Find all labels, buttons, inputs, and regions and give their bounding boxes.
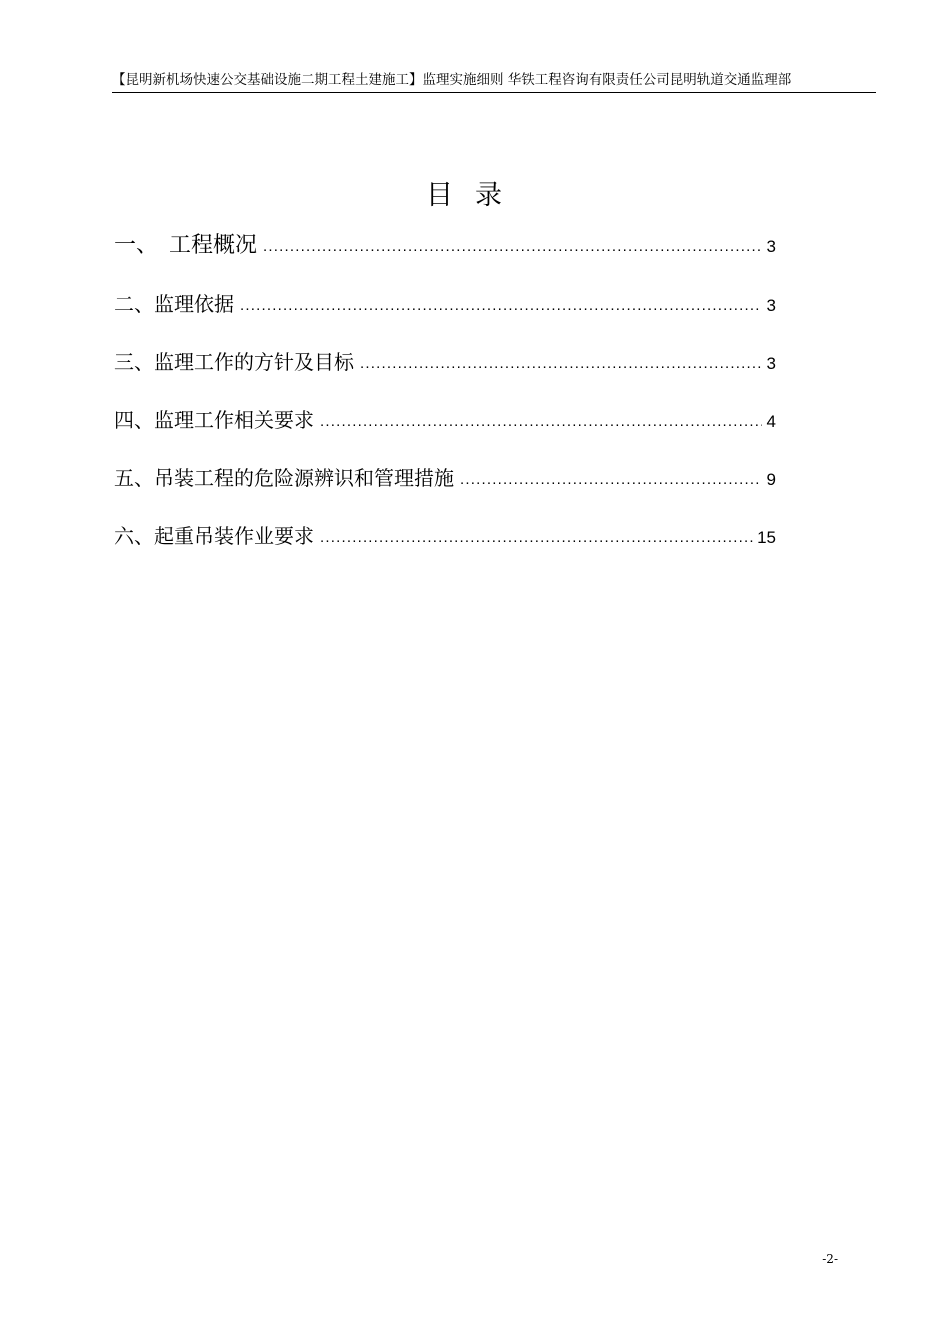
toc-entry-label: 二、监理依据: [114, 292, 234, 316]
dot-leader: [320, 518, 753, 558]
toc-title: 目录: [426, 180, 524, 211]
toc-entry-page: 15: [757, 528, 776, 547]
toc-entry-4[interactable]: [114, 400, 776, 458]
toc-entry-1[interactable]: [114, 226, 776, 284]
toc-entry-label: 五、吊装工程的危险源辨识和管理措施: [114, 466, 454, 490]
dot-leader: [360, 344, 762, 384]
page-number: -2-: [822, 1252, 838, 1266]
toc-entry-label: 六、起重吊装作业要求: [114, 524, 314, 548]
toc-entry-label: 一、 工程概况: [114, 233, 258, 258]
toc-entry-page: 3: [766, 354, 776, 373]
table-of-contents: [114, 226, 776, 574]
dot-leader: [263, 227, 762, 267]
toc-entry-page: 9: [766, 470, 776, 489]
dot-leader: [240, 286, 762, 326]
toc-entry-2[interactable]: [114, 284, 776, 342]
dot-leader: [460, 460, 762, 500]
page-header: 【昆明新机场快速公交基础设施二期工程土建施工】监理实施细则 华铁工程咨询有限责任公司昆明轨道交通监理部: [112, 70, 876, 93]
toc-entry-label: 四、监理工作相关要求: [114, 408, 314, 432]
toc-entry-page: 3: [766, 296, 776, 315]
toc-entry-5[interactable]: [114, 458, 776, 516]
toc-entry-page: 4: [766, 412, 776, 431]
toc-entry-page: 3: [766, 237, 776, 256]
toc-entry-label: 三、监理工作的方针及目标: [114, 350, 354, 374]
toc-entry-6[interactable]: [114, 516, 776, 574]
dot-leader: [320, 402, 762, 442]
toc-entry-3[interactable]: [114, 342, 776, 400]
